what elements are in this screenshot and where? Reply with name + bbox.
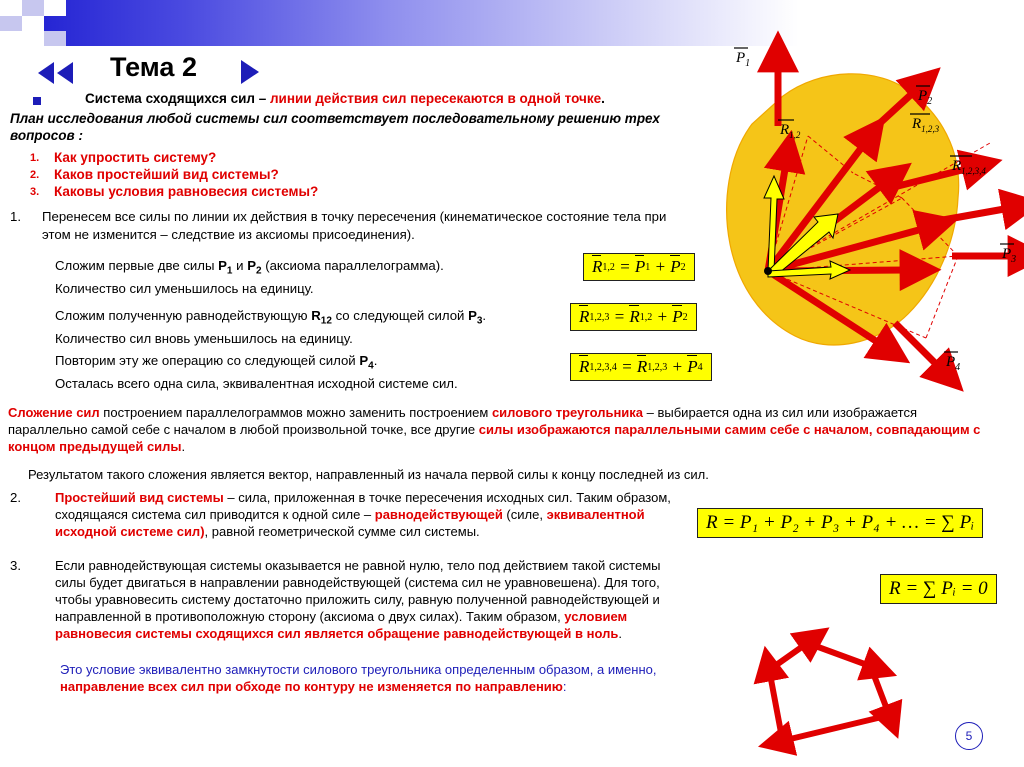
intro-bullet-red: линии действия сил пересекаются в одной точке <box>269 91 602 106</box>
page-title: Тема 2 <box>110 52 197 82</box>
label-R1234: $R_{1,2,3,4}$ <box>952 158 986 176</box>
text-run: построением параллелограммов можно заменить построением <box>99 405 492 420</box>
text-run: . <box>618 626 622 641</box>
text-run: (аксиома параллелограмма). <box>261 258 444 273</box>
text-run: P <box>247 258 256 273</box>
text-run: равнодействующей <box>374 507 503 522</box>
text-run: . <box>181 439 186 454</box>
intro-bullet-bold: Система сходящихся сил <box>85 91 255 106</box>
polygon-vector-3 <box>872 670 888 712</box>
text-run: – сила, приложенная в точке пересечения исходных сил. Таким образом, сходящаяся система сил приводится к одной силе – <box>55 490 671 522</box>
text-run: 12 <box>320 315 332 327</box>
converging-forces-diagram <box>690 48 1024 408</box>
formula-term: P <box>670 257 681 276</box>
intro-italic-text: План исследования любой системы сил соответствует последовательному решению трех вопросов : <box>10 111 660 143</box>
text-run: условием равновесия системы сходящихся сил является обращение равнодействующей в ноль <box>55 609 628 641</box>
text-run: : <box>562 679 567 694</box>
text-run: со следующей силой <box>331 308 469 323</box>
play-icon <box>241 60 259 84</box>
formula-term: P <box>634 257 646 276</box>
label-P3: $P_3$ <box>1002 246 1017 265</box>
text-run: Это условие эквивалентно замкнутости силового треугольника определенным образом, а именно, <box>60 662 657 677</box>
text-run: силового треугольника <box>491 405 644 420</box>
text-run: Сложим полученную равнодействующую <box>55 308 312 323</box>
label-P2: $P_2$ <box>918 88 933 107</box>
text-run: P <box>218 258 227 273</box>
band-square <box>22 0 44 16</box>
item1-paragraph-1 <box>55 257 675 298</box>
intro-bullet-dash: – <box>254 91 270 106</box>
text-run: R <box>311 308 321 323</box>
intro-questions-list <box>30 150 670 201</box>
polygon-vector-5 <box>770 674 782 738</box>
formula-sub: 1,2,3 <box>647 361 668 373</box>
text-run: Простейший вид системы <box>55 490 224 505</box>
external-P4 <box>895 323 940 368</box>
formula-sub: 4 <box>697 361 703 373</box>
formula-term: P <box>687 357 698 376</box>
text-run: 1 <box>226 265 233 277</box>
formula-sub: 1,2 <box>639 311 653 323</box>
formula-sub: 1,2,3,4 <box>589 361 617 373</box>
item2-text <box>55 489 675 540</box>
closing-text <box>60 661 660 695</box>
chevron-left-icon <box>57 62 73 84</box>
item3-number: 3. <box>10 558 21 573</box>
text-run: – выбирается одна из сил или изображается параллельно самой себе с началом в любой произвольной точке, все другие <box>8 405 918 437</box>
formula-sub: 2 <box>680 261 686 273</box>
item3-text <box>55 557 675 642</box>
text-run: Количество сил уменьшилось на единицу. <box>55 281 314 297</box>
text-run: 4 <box>368 360 374 372</box>
formula-sub: 1 <box>645 261 651 273</box>
play-slide-button[interactable] <box>241 60 259 84</box>
formula-box-r12: R 1,2 = P 1 + P 2 <box>583 253 695 281</box>
polygon-vectors <box>770 644 888 740</box>
list-item <box>30 167 670 182</box>
text-run: P <box>359 353 369 368</box>
formula-sub: 1,2 <box>602 261 615 273</box>
label-P1: $P_1$ <box>736 50 751 69</box>
text-run: Осталась всего одна сила, эквивалентная исходной системе сил. <box>55 376 458 392</box>
band-square <box>22 16 44 31</box>
text-run: P <box>468 308 477 323</box>
list-item-label: Как упростить систему? <box>54 150 217 165</box>
label-R123: $R_{1,2,3}$ <box>912 116 940 134</box>
summation-paragraph <box>8 404 998 455</box>
text-run: Повторим эту же операцию со следующей силой <box>55 353 360 368</box>
item1-lead-text: Перенесем все силы по линии их действия в точку пересечения (кинематическое состояние тела при этом не изменится – следствие из аксиомы присоединения). <box>42 209 667 242</box>
label-R12: $R_{1,2}$ <box>780 122 801 140</box>
list-item-label: Каковы условия равновесия системы? <box>54 184 319 199</box>
list-item <box>30 184 670 199</box>
intro-bullet-line <box>85 91 605 106</box>
list-item-number: 3. <box>30 186 40 198</box>
formula-term: R <box>579 307 590 326</box>
closed-force-polygon-diagram <box>720 636 950 756</box>
polygon-vector-4 <box>786 716 886 740</box>
text-run: , равной геометрической сумме сил системы. <box>204 524 480 539</box>
formula-term: R <box>629 307 640 326</box>
formula-box-resultant-sum: R = P₁ + P₂ + P₃ + P₄ + … = ∑ Pᵢ <box>697 508 983 538</box>
text-run: силы изображаются параллельными самим себе с началом, совпадающим с концом предыдущей силы <box>8 422 981 454</box>
list-item <box>30 150 670 165</box>
polygon-vector-2 <box>810 644 870 666</box>
decorative-top-band <box>0 0 1024 46</box>
text-run: Если равнодействующая системы оказывается не равной нулю, тело под действием такой системы силы будет двигаться в направлении равнодействующей (система сил не уравновешена). Для того, чтобы уравновесить систему достаточно приложить силу, равную полученной равнодействующей и направленной в противоположную сторону (аксиома о двух силах). Таким образом, <box>55 558 661 624</box>
formula-term: P <box>672 307 683 326</box>
text-run: эквивалентной исходной системе сил) <box>55 507 645 539</box>
text-run: 2 <box>255 265 262 277</box>
bullet-marker-icon <box>33 97 41 105</box>
chevron-left-icon <box>38 62 54 84</box>
text-run: Сложим первые две силы <box>55 258 219 273</box>
band-square <box>44 0 66 16</box>
formula-box-r1234: R 1,2,3,4 = R 1,2,3 + P 4 <box>570 353 712 381</box>
text-run: (силе, <box>502 507 547 522</box>
formula-sub: 1,2,3 <box>589 311 610 323</box>
formula-term: R <box>636 357 648 376</box>
text-run: Количество сил вновь уменьшилось на единицу. <box>55 331 353 347</box>
band-square <box>0 16 22 31</box>
prev-slide-button[interactable] <box>38 62 73 84</box>
label-P4: $P_4$ <box>946 354 961 373</box>
item1-number: 1. <box>10 209 21 224</box>
formula-sub: 2 <box>682 311 688 323</box>
item2-number: 2. <box>10 490 21 505</box>
formula-box-r123: R 1,2,3 = R 1,2 + P 2 <box>570 303 697 331</box>
band-square <box>0 31 44 46</box>
polygon-vector-1 <box>772 644 806 668</box>
text-run: 3 <box>476 315 483 327</box>
intro-bullet-dot: . <box>601 91 605 106</box>
list-item-number: 2. <box>30 169 40 181</box>
band-square <box>44 31 66 46</box>
text-run: и <box>232 258 248 273</box>
text-run: . <box>482 308 487 323</box>
formula-term: R <box>592 257 603 276</box>
text-run: Сложение сил <box>8 405 100 420</box>
concurrency-point <box>764 267 772 275</box>
formula-term: R <box>579 357 590 376</box>
list-item-number: 1. <box>30 152 40 164</box>
text-run: . <box>373 353 378 368</box>
list-item-label: Каков простейший вид системы? <box>54 167 279 182</box>
formula-box-equilibrium: R = ∑ Pᵢ = 0 <box>880 574 997 604</box>
summation-result-line: Результатом такого сложения является вектор, направленный из начала первой силы к концу последней из сил. <box>28 467 709 482</box>
band-square <box>0 0 22 16</box>
page-number: 5 <box>955 722 983 750</box>
text-run: направление всех сил при обходе по контуру не изменяется по направлению <box>60 679 563 694</box>
